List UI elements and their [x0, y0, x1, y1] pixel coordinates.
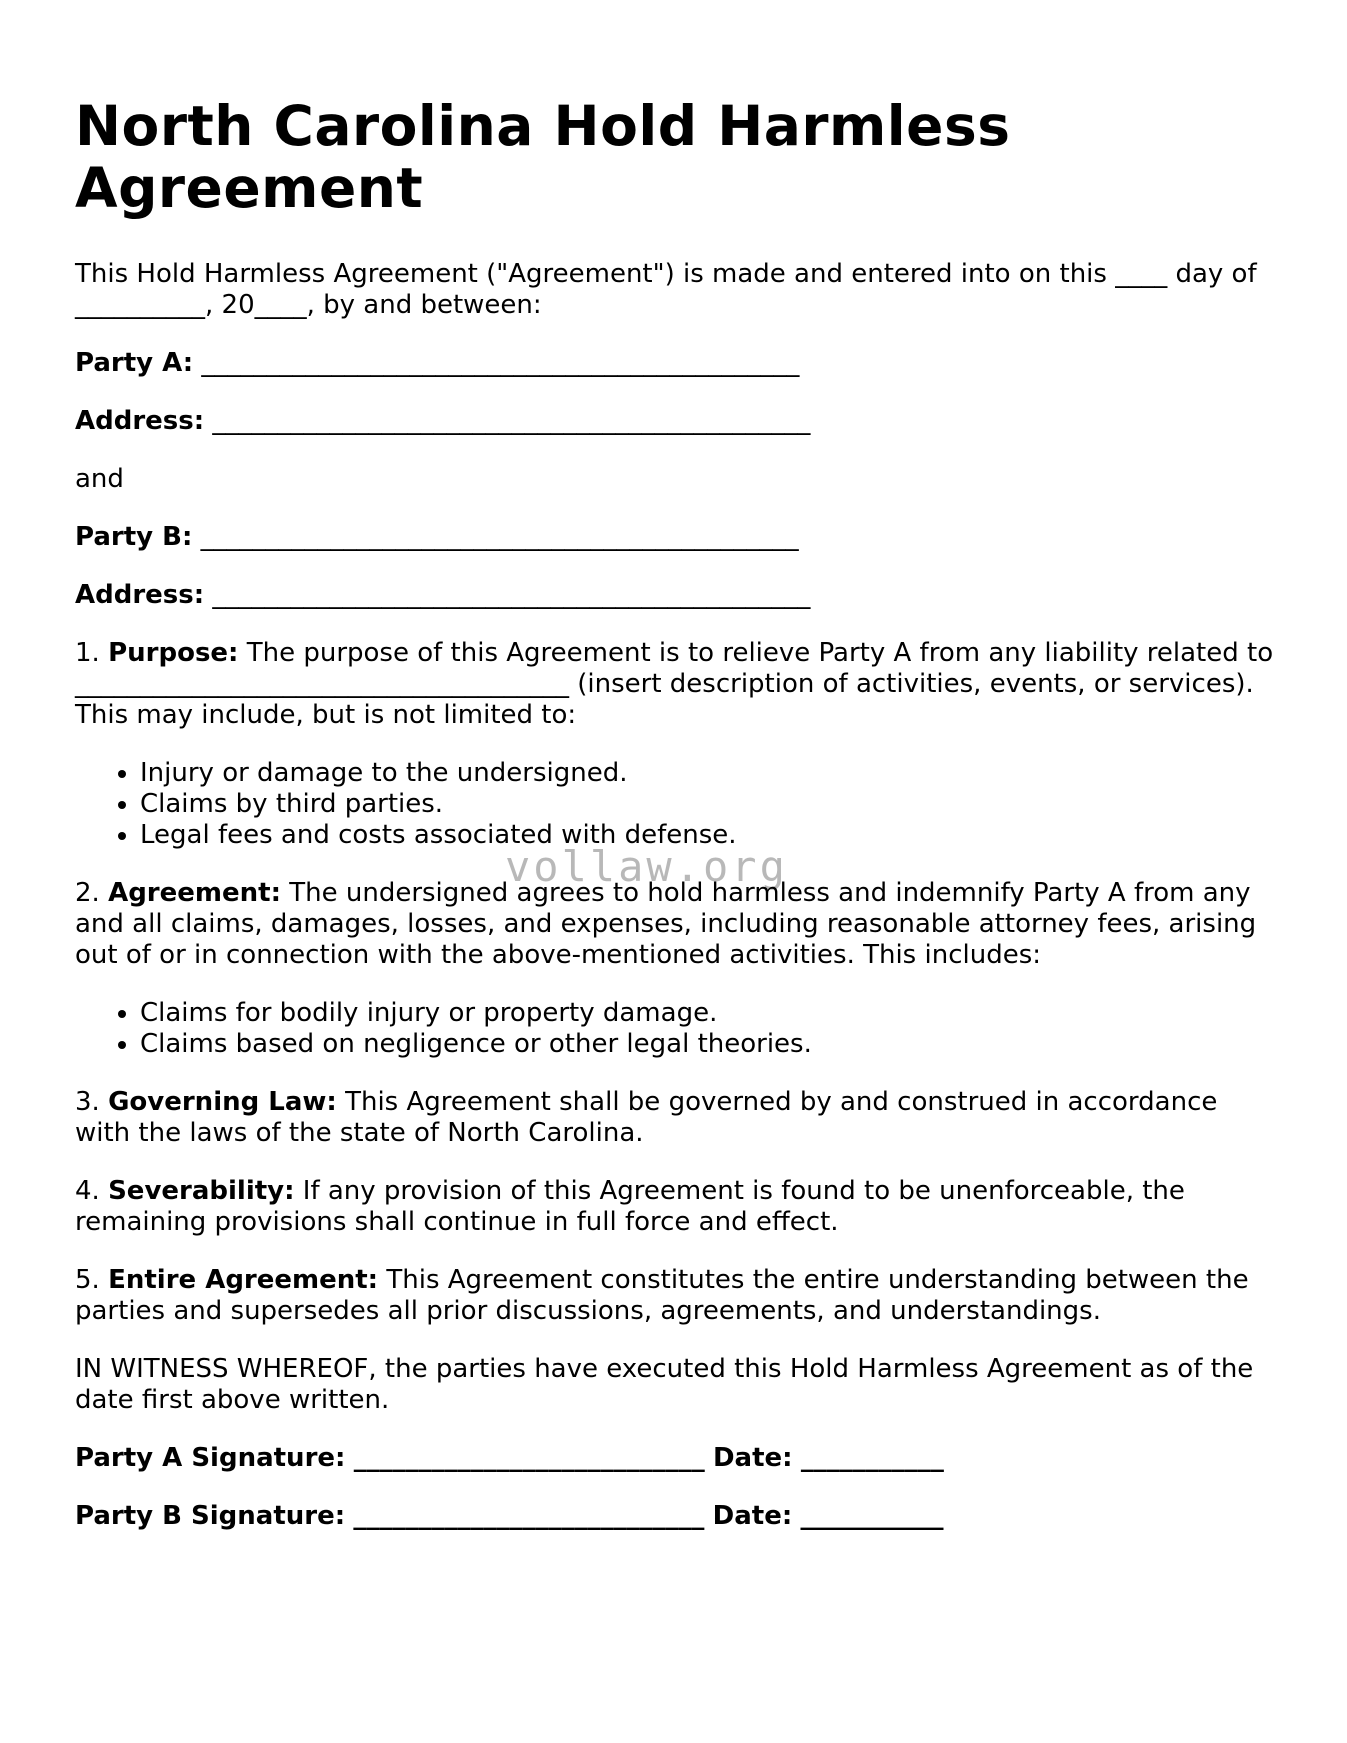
address-b-line: ______________________________________________ [212, 580, 811, 610]
section-text: The undersigned agrees to hold harmless and indemnify Party A from any and all claims, damages, losses, and expenses, including reasonable attorney fees, arising out of or in connection with the above-mentioned activities. This includes: [75, 878, 1257, 970]
section-heading: Agreement: [108, 878, 281, 908]
section-number: 4. [75, 1176, 100, 1206]
party-b-label: Party B: [75, 522, 193, 552]
section-text: If any provision of this Agreement is found to be unenforceable, the remaining provisions shall continue in full force and effect. [75, 1176, 1185, 1237]
section-agreement [75, 878, 1275, 971]
address-a-line: ______________________________________________ [212, 406, 811, 436]
purpose-list [75, 758, 1275, 851]
intro-paragraph: This Hold Harmless Agreement ("Agreement") is made and entered into on this ____ day of __________, 20____, by and between: [75, 259, 1257, 320]
list-item: • Legal fees and costs associated with defense. [140, 820, 1275, 851]
date-label: Date: [712, 1443, 793, 1473]
list-item: • Claims for bodily injury or property damage. [140, 998, 1275, 1029]
section-entire-agreement [75, 1265, 1275, 1327]
party-a-field [75, 348, 1275, 379]
party-a-line: ______________________________________________ [201, 348, 800, 378]
section-number: 3. [75, 1087, 100, 1117]
address-b-field [75, 580, 1275, 611]
section-number: 1. [75, 638, 100, 668]
witness-paragraph: IN WITNESS WHEREOF, the parties have executed this Hold Harmless Agreement as of the date first above written. [75, 1354, 1254, 1415]
section-text: This Agreement constitutes the entire understanding between the parties and supersedes all prior discussions, agreements, and understandings. [75, 1265, 1249, 1326]
section-severability [75, 1176, 1275, 1238]
section-heading: Purpose: [108, 638, 239, 668]
party-b-signature-row [75, 1501, 1275, 1532]
list-item: • Injury or damage to the undersigned. [140, 758, 1275, 789]
date-label: Date: [712, 1501, 793, 1531]
party-b-line: ______________________________________________ [200, 522, 799, 552]
signature-line: ___________________________ [353, 1443, 705, 1473]
address-a-label: Address: [75, 406, 205, 436]
signature-line: ___________________________ [353, 1501, 705, 1531]
section-text: This Agreement shall be governed by and construed in accordance with the laws of the state of North Carolina. [75, 1087, 1218, 1148]
date-line: ___________ [800, 1443, 944, 1473]
section-text: The purpose of this Agreement is to relieve Party A from any liability related to ______________________________________ (insert description of activities, events, or services). This may include, but is not limited to: [75, 638, 1274, 730]
party-a-label: Party A: [75, 348, 194, 378]
section-governing-law [75, 1087, 1275, 1149]
party-b-field [75, 522, 1275, 553]
section-number: 2. [75, 878, 100, 908]
section-heading: Severability: [108, 1176, 295, 1206]
agreement-list [75, 998, 1275, 1060]
section-heading: Entire Agreement: [108, 1265, 379, 1295]
signature-label: Party B Signature: [75, 1501, 346, 1531]
address-b-label: Address: [75, 580, 205, 610]
address-a-field [75, 406, 1275, 437]
document-page [75, 95, 1275, 1559]
list-item: • Claims based on negligence or other legal theories. [140, 1029, 1275, 1060]
section-heading: Governing Law: [108, 1087, 337, 1117]
watermark: vollaw.org [505, 842, 788, 891]
list-item: • Claims by third parties. [140, 789, 1275, 820]
and-text: and [75, 464, 124, 494]
signature-label: Party A Signature: [75, 1443, 346, 1473]
section-number: 5. [75, 1265, 100, 1295]
section-purpose [75, 638, 1275, 731]
date-line: ___________ [800, 1501, 944, 1531]
party-a-signature-row [75, 1443, 1275, 1474]
document-title: North Carolina Hold Harmless Agreement [75, 94, 1011, 220]
